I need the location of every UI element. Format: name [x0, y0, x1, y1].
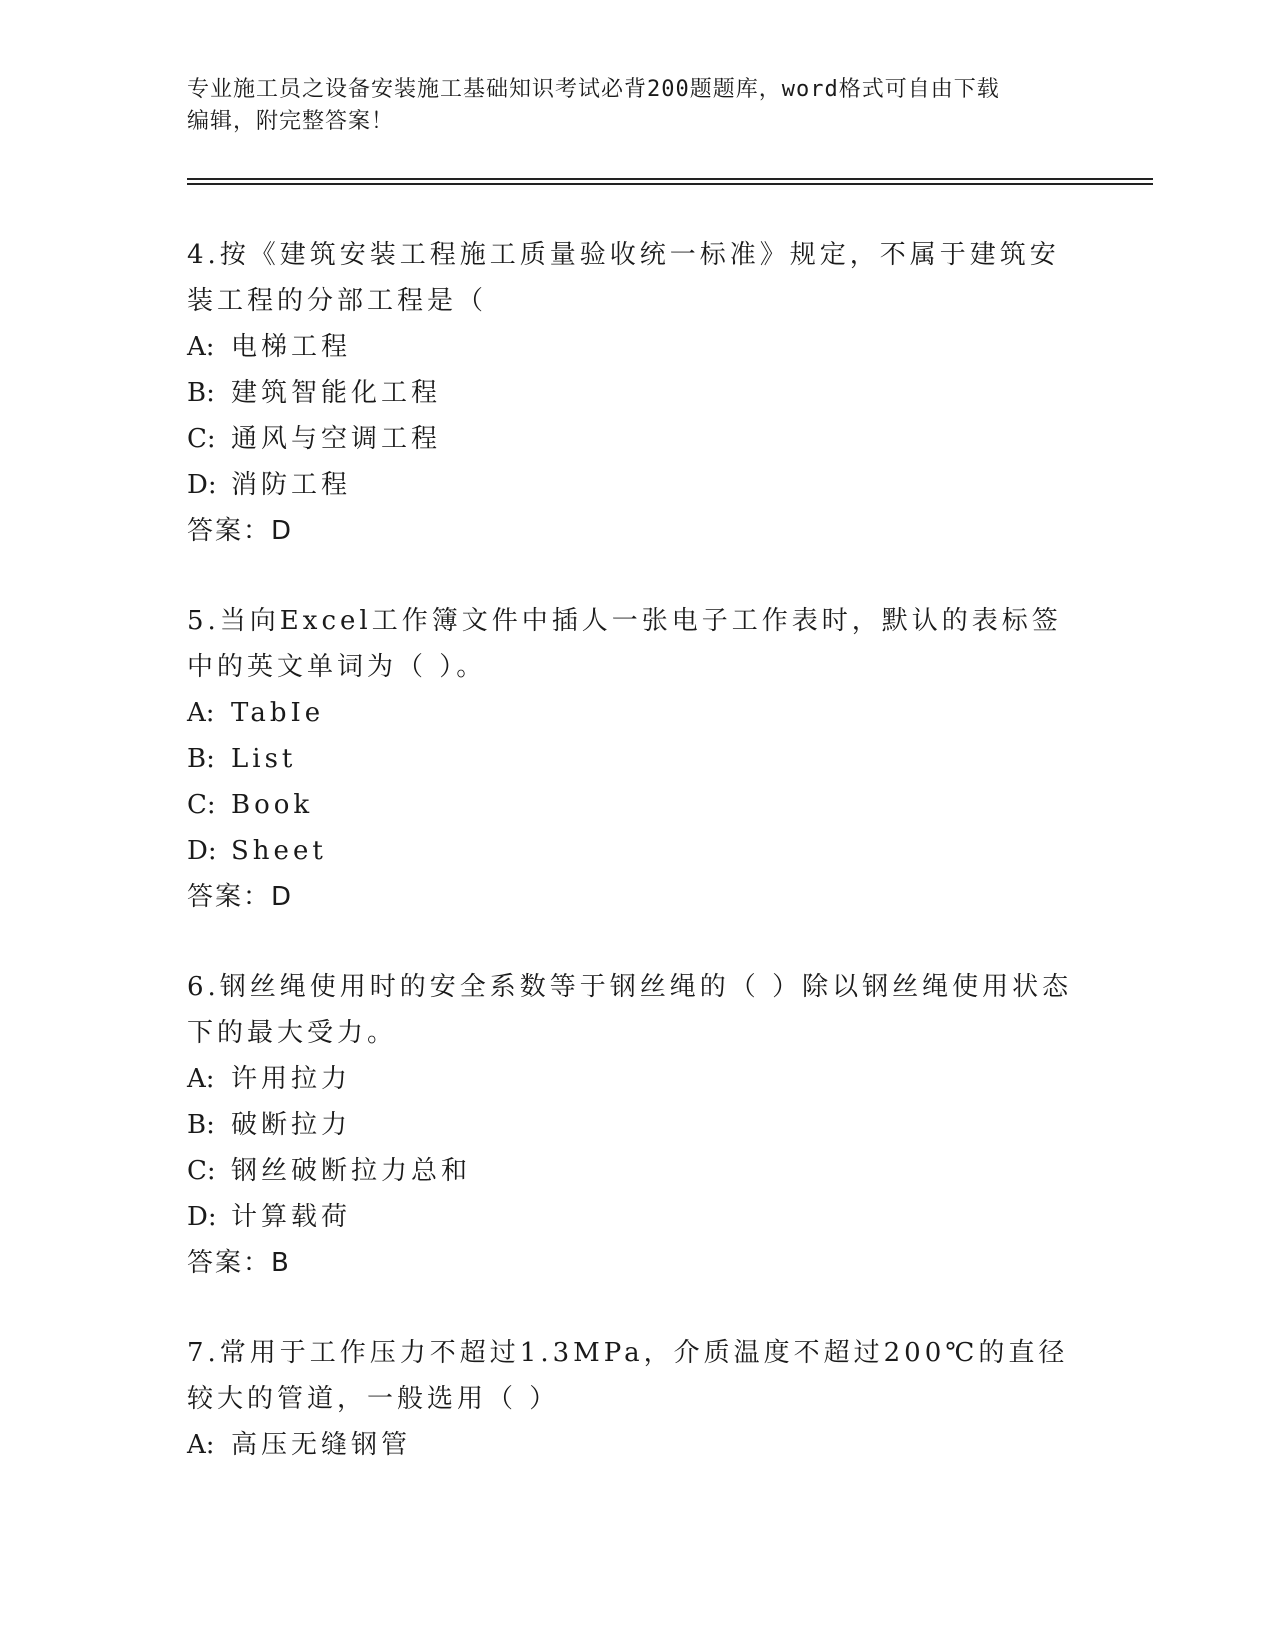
- option-text: List: [231, 744, 297, 774]
- question-stem: 5.当向Excel工作簿文件中插人一张电子工作表时，默认的表标签中的英文单词为（ ）。: [187, 606, 1062, 682]
- option-text: Book: [231, 790, 314, 820]
- option-letter: B:: [187, 1110, 215, 1140]
- option-text: 消防工程: [231, 470, 352, 500]
- question-6: [187, 964, 1087, 1286]
- option-letter: B:: [187, 378, 215, 408]
- header-line-1: 专业施工员之设备安装施工基础知识考试必背200题题库，word格式可自由下载: [187, 77, 1000, 102]
- option-text: 高压无缝钢管: [231, 1430, 412, 1460]
- option-text: 许用拉力: [231, 1064, 352, 1094]
- option-text: 建筑智能化工程: [231, 378, 442, 408]
- option-a: [187, 1056, 1087, 1102]
- option-letter: A:: [187, 698, 215, 728]
- question-5: [187, 598, 1087, 920]
- option-text: 破断拉力: [231, 1110, 352, 1140]
- option-letter: D:: [187, 470, 217, 500]
- option-letter: C:: [187, 790, 216, 820]
- option-d: [187, 1194, 1087, 1240]
- option-letter: A:: [187, 1430, 215, 1460]
- option-letter: C:: [187, 424, 216, 454]
- option-text: 通风与空调工程: [231, 424, 442, 454]
- option-letter: D:: [187, 836, 217, 866]
- option-c: [187, 782, 1087, 828]
- question-7: [187, 1330, 1087, 1468]
- header-divider-bottom: [187, 183, 1153, 185]
- option-b: [187, 370, 1087, 416]
- option-c: [187, 416, 1087, 462]
- option-text: Sheet: [231, 836, 327, 866]
- option-d: [187, 828, 1087, 874]
- option-c: [187, 1148, 1087, 1194]
- header-divider-top: [187, 178, 1153, 180]
- option-b: [187, 1102, 1087, 1148]
- option-letter: B:: [187, 744, 215, 774]
- option-letter: C:: [187, 1156, 216, 1186]
- option-text: TabIe: [231, 698, 325, 728]
- question-4: [187, 232, 1087, 554]
- option-letter: A:: [187, 1064, 215, 1094]
- option-text: 电梯工程: [231, 332, 352, 362]
- option-d: [187, 462, 1087, 508]
- option-letter: A:: [187, 332, 215, 362]
- question-stem: 4.按《建筑安装工程施工质量验收统一标准》规定，不属于建筑安装工程的分部工程是（: [187, 240, 1060, 316]
- option-a: [187, 324, 1087, 370]
- answer-line: 答案：D: [187, 882, 294, 912]
- question-stem: 7.常用于工作压力不超过1.3MPa，介质温度不超过200℃的直径较大的管道，一般选用（ ）: [187, 1338, 1069, 1414]
- answer-line: 答案：D: [187, 516, 294, 546]
- option-text: 计算载荷: [231, 1202, 352, 1232]
- option-a: [187, 1422, 1087, 1468]
- option-a: [187, 690, 1087, 736]
- document-header: [187, 74, 1067, 138]
- question-stem: 6.钢丝绳使用时的安全系数等于钢丝绳的（ ）除以钢丝绳使用状态下的最大受力。: [187, 972, 1073, 1048]
- answer-line: 答案：B: [187, 1248, 291, 1278]
- header-line-2: 编辑，附完整答案！: [187, 109, 395, 134]
- option-text: 钢丝破断拉力总和: [231, 1156, 472, 1186]
- option-letter: D:: [187, 1202, 217, 1232]
- option-b: [187, 736, 1087, 782]
